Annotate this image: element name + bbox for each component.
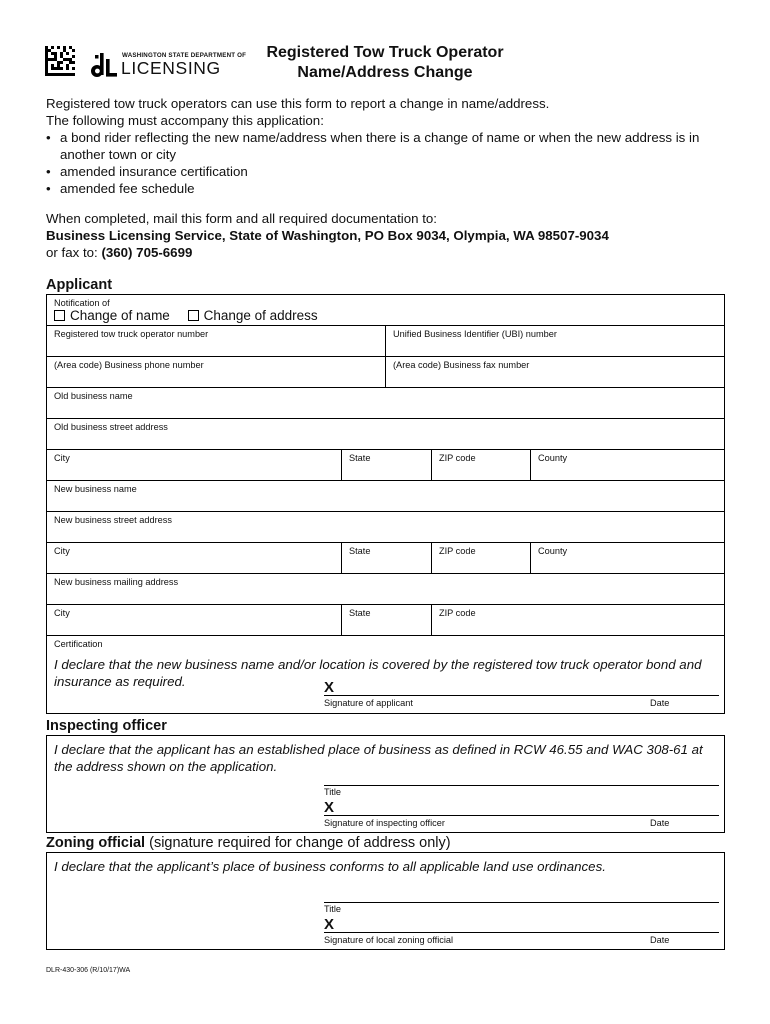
list-item: • a bond rider reflecting the new name/address when there is a change of name or when the new address is in another town or city [46,129,736,163]
field-label: Registered tow truck operator number [54,329,209,339]
applicant-signature-line[interactable] [324,695,719,696]
intro-requirements: The following must accompany this application: [46,113,324,128]
field-label: New business street address [54,515,172,525]
notification-row [47,295,724,326]
zoning-heading-note: (signature required for change of address only) [149,835,451,851]
field-label: City [54,453,70,463]
zoning-official-section [46,852,725,950]
form-id: DLR-430-306 (R/10/17)WA [46,967,131,974]
fax-number: (360) 705-6699 [101,245,193,260]
old-street-row [47,419,724,450]
old-street-field[interactable] [47,419,724,449]
page-title [240,43,530,83]
field-label: State [349,546,371,556]
mailing-city-row [47,605,724,636]
zoning-official-text: I declare that the applicant’s place of business conforms to all applicable land use ordinances. [54,859,606,874]
old-city-row [47,450,724,481]
phone-row [47,357,724,388]
mailing-city-field[interactable] [47,605,341,635]
field-label: County [538,453,568,463]
list-item: • amended fee schedule [46,180,736,197]
field-label: New business name [54,484,137,494]
inspecting-signature-label: Signature of inspecting officer [324,818,445,828]
zoning-date-label: Date [650,935,670,945]
old-county-field[interactable] [530,450,724,480]
change-of-name-checkbox[interactable] [54,310,65,321]
new-zip-field[interactable] [431,543,530,573]
barcode-icon [45,46,75,76]
title-line-2: Name/Address Change [297,64,473,81]
old-state-field[interactable] [341,450,431,480]
field-label: (Area code) Business phone number [54,360,204,370]
instructions [46,95,736,261]
old-name-row [47,388,724,419]
field-label: ZIP code [439,453,476,463]
change-of-address-label: Change of address [203,308,318,323]
certification-label: Certification [54,639,103,649]
zoning-title-line[interactable] [324,902,719,903]
applicant-date-label: Date [650,698,670,708]
inspecting-officer-section [46,735,725,833]
zoning-title-label: Title [324,904,342,914]
field-label: ZIP code [439,546,476,556]
inspecting-officer-text: I declare that the applicant has an established place of business as defined in RCW 46.55 and WAC 308-61 at the address shown on the application. [54,742,703,774]
list-item: • amended insurance certification [46,163,736,180]
field-label: Old business street address [54,422,168,432]
new-county-field[interactable] [530,543,724,573]
business-fax-field[interactable] [385,357,724,387]
notification-label: Notification of [54,298,110,308]
dol-logo-icon [89,49,119,77]
change-of-name-option[interactable] [54,308,170,323]
applicant-signature-label: Signature of applicant [324,698,413,708]
new-street-field[interactable] [47,512,724,542]
change-of-name-label: Change of name [70,308,170,323]
new-state-field[interactable] [341,543,431,573]
new-business-name-field[interactable] [47,481,724,511]
certification-text: I declare that the new business name and/or location is covered by the registered tow truck operator bond and insurance as required. [54,657,702,689]
field-label: County [538,546,568,556]
operator-row [47,326,724,357]
applicant-heading: Applicant [46,277,113,293]
zoning-official-heading [46,835,451,852]
zoning-signature-x: X [324,916,335,933]
inspecting-date-label: Date [650,818,670,828]
field-label: (Area code) Business fax number [393,360,530,370]
zoning-signature-line[interactable] [324,932,719,933]
field-label: City [54,546,70,556]
mailing-zip-field[interactable] [431,605,724,635]
applicant-section [46,294,725,714]
change-of-address-checkbox[interactable] [188,310,199,321]
field-label: State [349,608,371,618]
field-label: Unified Business Identifier (UBI) number [393,329,557,339]
inspecting-title-label: Title [324,787,342,797]
field-label: State [349,453,371,463]
inspecting-officer-heading: Inspecting officer [46,718,167,734]
mailing-state-field[interactable] [341,605,431,635]
inspecting-signature-line[interactable] [324,815,719,816]
certification-row [47,636,724,713]
field-label: Old business name [54,391,133,401]
agency-name-large: LICENSING [121,58,221,78]
inspecting-title-line[interactable] [324,785,719,786]
new-city-field[interactable] [47,543,341,573]
ubi-field[interactable] [385,326,724,356]
fax-prefix: or fax to: [46,245,98,260]
operator-number-field[interactable] [47,326,385,356]
new-city-row [47,543,724,574]
field-label: ZIP code [439,608,476,618]
fax-line [46,244,736,261]
old-zip-field[interactable] [431,450,530,480]
applicant-signature-x: X [324,679,335,696]
zoning-heading-text: Zoning official [46,835,146,851]
old-city-field[interactable] [47,450,341,480]
new-mailing-address-field[interactable] [47,574,724,604]
agency-name-small: WASHINGTON STATE DEPARTMENT OF [122,52,247,59]
business-phone-field[interactable] [47,357,385,387]
new-name-row [47,481,724,512]
old-business-name-field[interactable] [47,388,724,418]
change-of-address-option[interactable] [188,308,318,323]
mail-address: Business Licensing Service, State of Washington, PO Box 9034, Olympia, WA 98507-9034 [46,228,609,243]
intro-paragraph: Registered tow truck operators can use this form to report a change in name/address. [46,96,550,111]
mail-instructions: When completed, mail this form and all required documentation to: [46,211,437,226]
zoning-signature-label: Signature of local zoning official [324,935,454,945]
inspecting-signature-x: X [324,799,335,816]
new-street-row [47,512,724,543]
title-line-1: Registered Tow Truck Operator [266,44,504,61]
notification-options [54,308,332,323]
field-label: City [54,608,70,618]
agency-logo [89,49,247,78]
field-label: New business mailing address [54,577,179,587]
mailing-row [47,574,724,605]
